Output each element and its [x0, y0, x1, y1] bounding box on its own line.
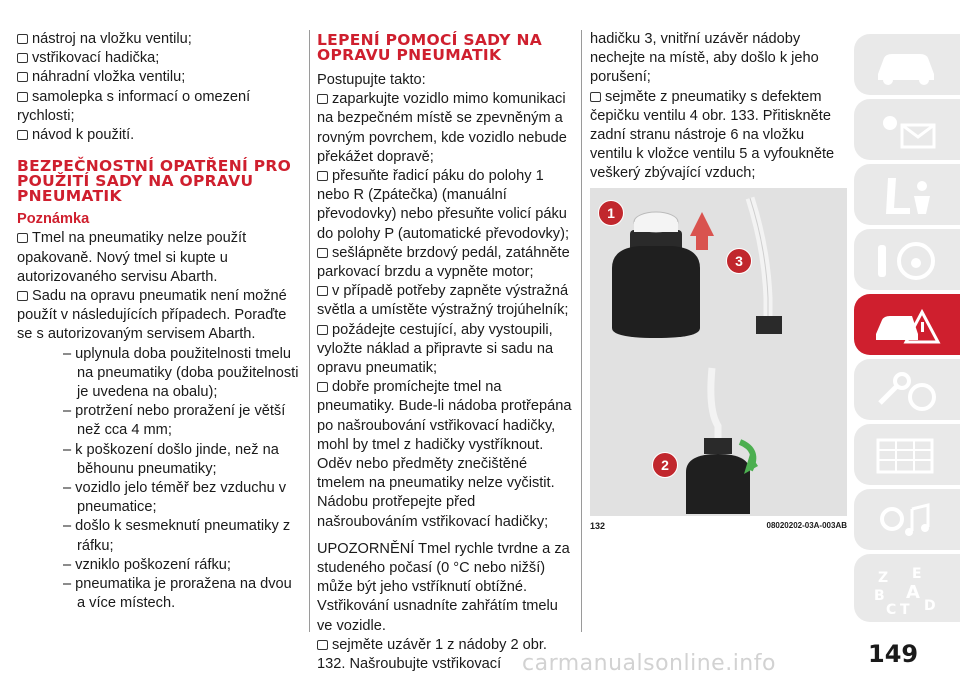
note-paragraph: Tmel na pneumatiky nelze použít opakovaně. Nový tmel si kupte u autorizovaného servisu Abarth. [17, 229, 302, 287]
dash-item: – uplynula doba použitelnosti tmelu na pneumatiky (doba použitelnosti je uvedena na obalu); [63, 345, 299, 401]
index-letter: T [900, 602, 910, 614]
intro-text: Postupujte takto: [317, 72, 426, 88]
dash-item: – pneumatika je proražena na dvou a více místech. [63, 576, 292, 612]
sidebar-tab-safety[interactable] [854, 164, 960, 225]
dash-item: – vozidlo jelo téměř bez vzduchu v pneumatice; [63, 480, 287, 516]
column-divider [581, 30, 582, 632]
section-heading-safety: BEZPEČNOSTNÍ OPATŘENÍ PRO POUŽITÍ SADY NA OPRAVU PNEUMATIK [17, 157, 292, 206]
callout-1: 1 [598, 200, 624, 226]
list-item: samolepka s informací o omezení rychlosti; [17, 88, 302, 126]
column-right [590, 30, 850, 184]
step-item: dobře promíchejte tmel na pneumatiky. Bude-li nádoba protřepána po našroubování vstřikovací hadičky, mohl by tmel z hadičky vystříknout. Oděv nebo předměty znečištěné tmelem na pneumatiky nelze vyčistit. Nádobu protřepejte před našroubováním vstřikovací hadičky; [317, 378, 575, 532]
note-title: Poznámka [17, 211, 90, 228]
figure-number: 132 [590, 521, 606, 531]
sidebar-tab-maintenance[interactable] [854, 359, 960, 420]
index-icon [872, 564, 942, 614]
callout-2: 2 [652, 452, 678, 478]
sidebar-tab-specifications[interactable] [854, 424, 960, 485]
steering-wheel-icon [872, 239, 942, 281]
index-letter: Z [878, 570, 889, 586]
seat-safety-icon [872, 174, 942, 216]
page-number: 149 [868, 640, 919, 668]
step-item: sejměte z pneumatiky s defektem čepičku ventilu 4 obr. 133. Přitiskněte zadní stranu nástroje 6 na vložku ventilu k vložce ventilu 5 a vyfoukněte veškerý zbývající vzduch; [590, 88, 850, 184]
list-item: nástroj na vložku ventilu; [17, 30, 302, 49]
section-heading-repair: LEPENÍ POMOCÍ SADY NA OPRAVU PNEUMATIK [317, 31, 543, 64]
figure-code: 08020202-03A-003AB [766, 521, 847, 530]
step-item: sešlápněte brzdový pedál, zatáhněte parkovací brzdu a vypněte motor; [317, 244, 575, 282]
sidebar-tab-emergency[interactable] [854, 294, 960, 355]
dash-item: – k poškození došlo jinde, než na běhounu pneumatiky; [63, 441, 279, 477]
step-item: přesuňte řadicí páku do polohy 1 nebo R (Zpátečka) (manuální převodovky) nebo přesuňte volicí páku do polohy P (automatické převodovky); [317, 167, 575, 244]
list-item: vstřikovací hadička; [17, 49, 302, 68]
car-dashboard-icon [872, 44, 942, 86]
step-item: sejměte uzávěr 1 z nádoby 2 obr. 132. Našroubujte vstřikovací [317, 636, 575, 674]
sidebar-tab-index[interactable] [854, 554, 960, 622]
warning-text: UPOZORNĚNÍ Tmel rychle tvrdne a za studeného počasí (0 °C nebo nižší) může být jeho vstříknutí obtížné. Vstřikování usnadníte zahřátím tmelu ve vozidle. [317, 540, 570, 634]
step-item: v případě potřeby zapněte výstražná světla a umístěte výstražný trojúhelník; [317, 282, 575, 320]
dash-item: – protržení nebo proražení je větší než cca 4 mm; [63, 403, 286, 439]
column-left [17, 30, 302, 613]
watermark: carmanualsonline.info [522, 651, 776, 676]
index-letter: D [924, 598, 936, 614]
list-item: náhradní vložka ventilu; [17, 68, 302, 87]
continued-text: hadičku 3, vnitřní uzávěr nádoby nechejte na místě, aby došlo k jeho porušení; [590, 31, 819, 86]
column-divider [309, 30, 310, 632]
callout-3: 3 [726, 248, 752, 274]
specifications-icon [872, 434, 942, 476]
warning-lights-icon [872, 109, 942, 151]
index-letter: A [906, 582, 920, 603]
multimedia-icon [872, 499, 942, 541]
step-item: zaparkujte vozidlo mimo komunikaci na bezpečném místě se zpevněným a rovným povrchem, kde vozidlo nebude překážet dopravě; [317, 90, 575, 167]
sidebar-tab-starting-driving[interactable] [854, 229, 960, 290]
step-item: požádejte cestující, aby vystoupili, vyložte náklad a připravte si sadu na opravu pneumatik; [317, 321, 575, 379]
index-letter: E [912, 566, 922, 582]
figure-sealant-bottle [590, 188, 847, 516]
sidebar-tab-dashboard[interactable] [854, 34, 960, 95]
list-item: návod k použití. [17, 126, 302, 145]
sidebar-tab-warning-lights[interactable] [854, 99, 960, 160]
dash-item: – došlo k sesmeknutí pneumatiky z ráfku; [63, 518, 291, 554]
note-paragraph: Sadu na opravu pneumatik není možné použít v následujících případech. Poraďte se s autorizovaným servisem Abarth. [17, 287, 302, 345]
emergency-car-icon [872, 304, 942, 346]
bottle-illustration [590, 188, 847, 516]
sidebar-tab-multimedia[interactable] [854, 489, 960, 550]
index-letter: C [886, 602, 897, 614]
column-middle [317, 30, 575, 674]
index-letter: B [874, 588, 885, 604]
dash-item: – vzniklo poškození ráfku; [63, 556, 231, 573]
service-tools-icon [872, 369, 942, 411]
